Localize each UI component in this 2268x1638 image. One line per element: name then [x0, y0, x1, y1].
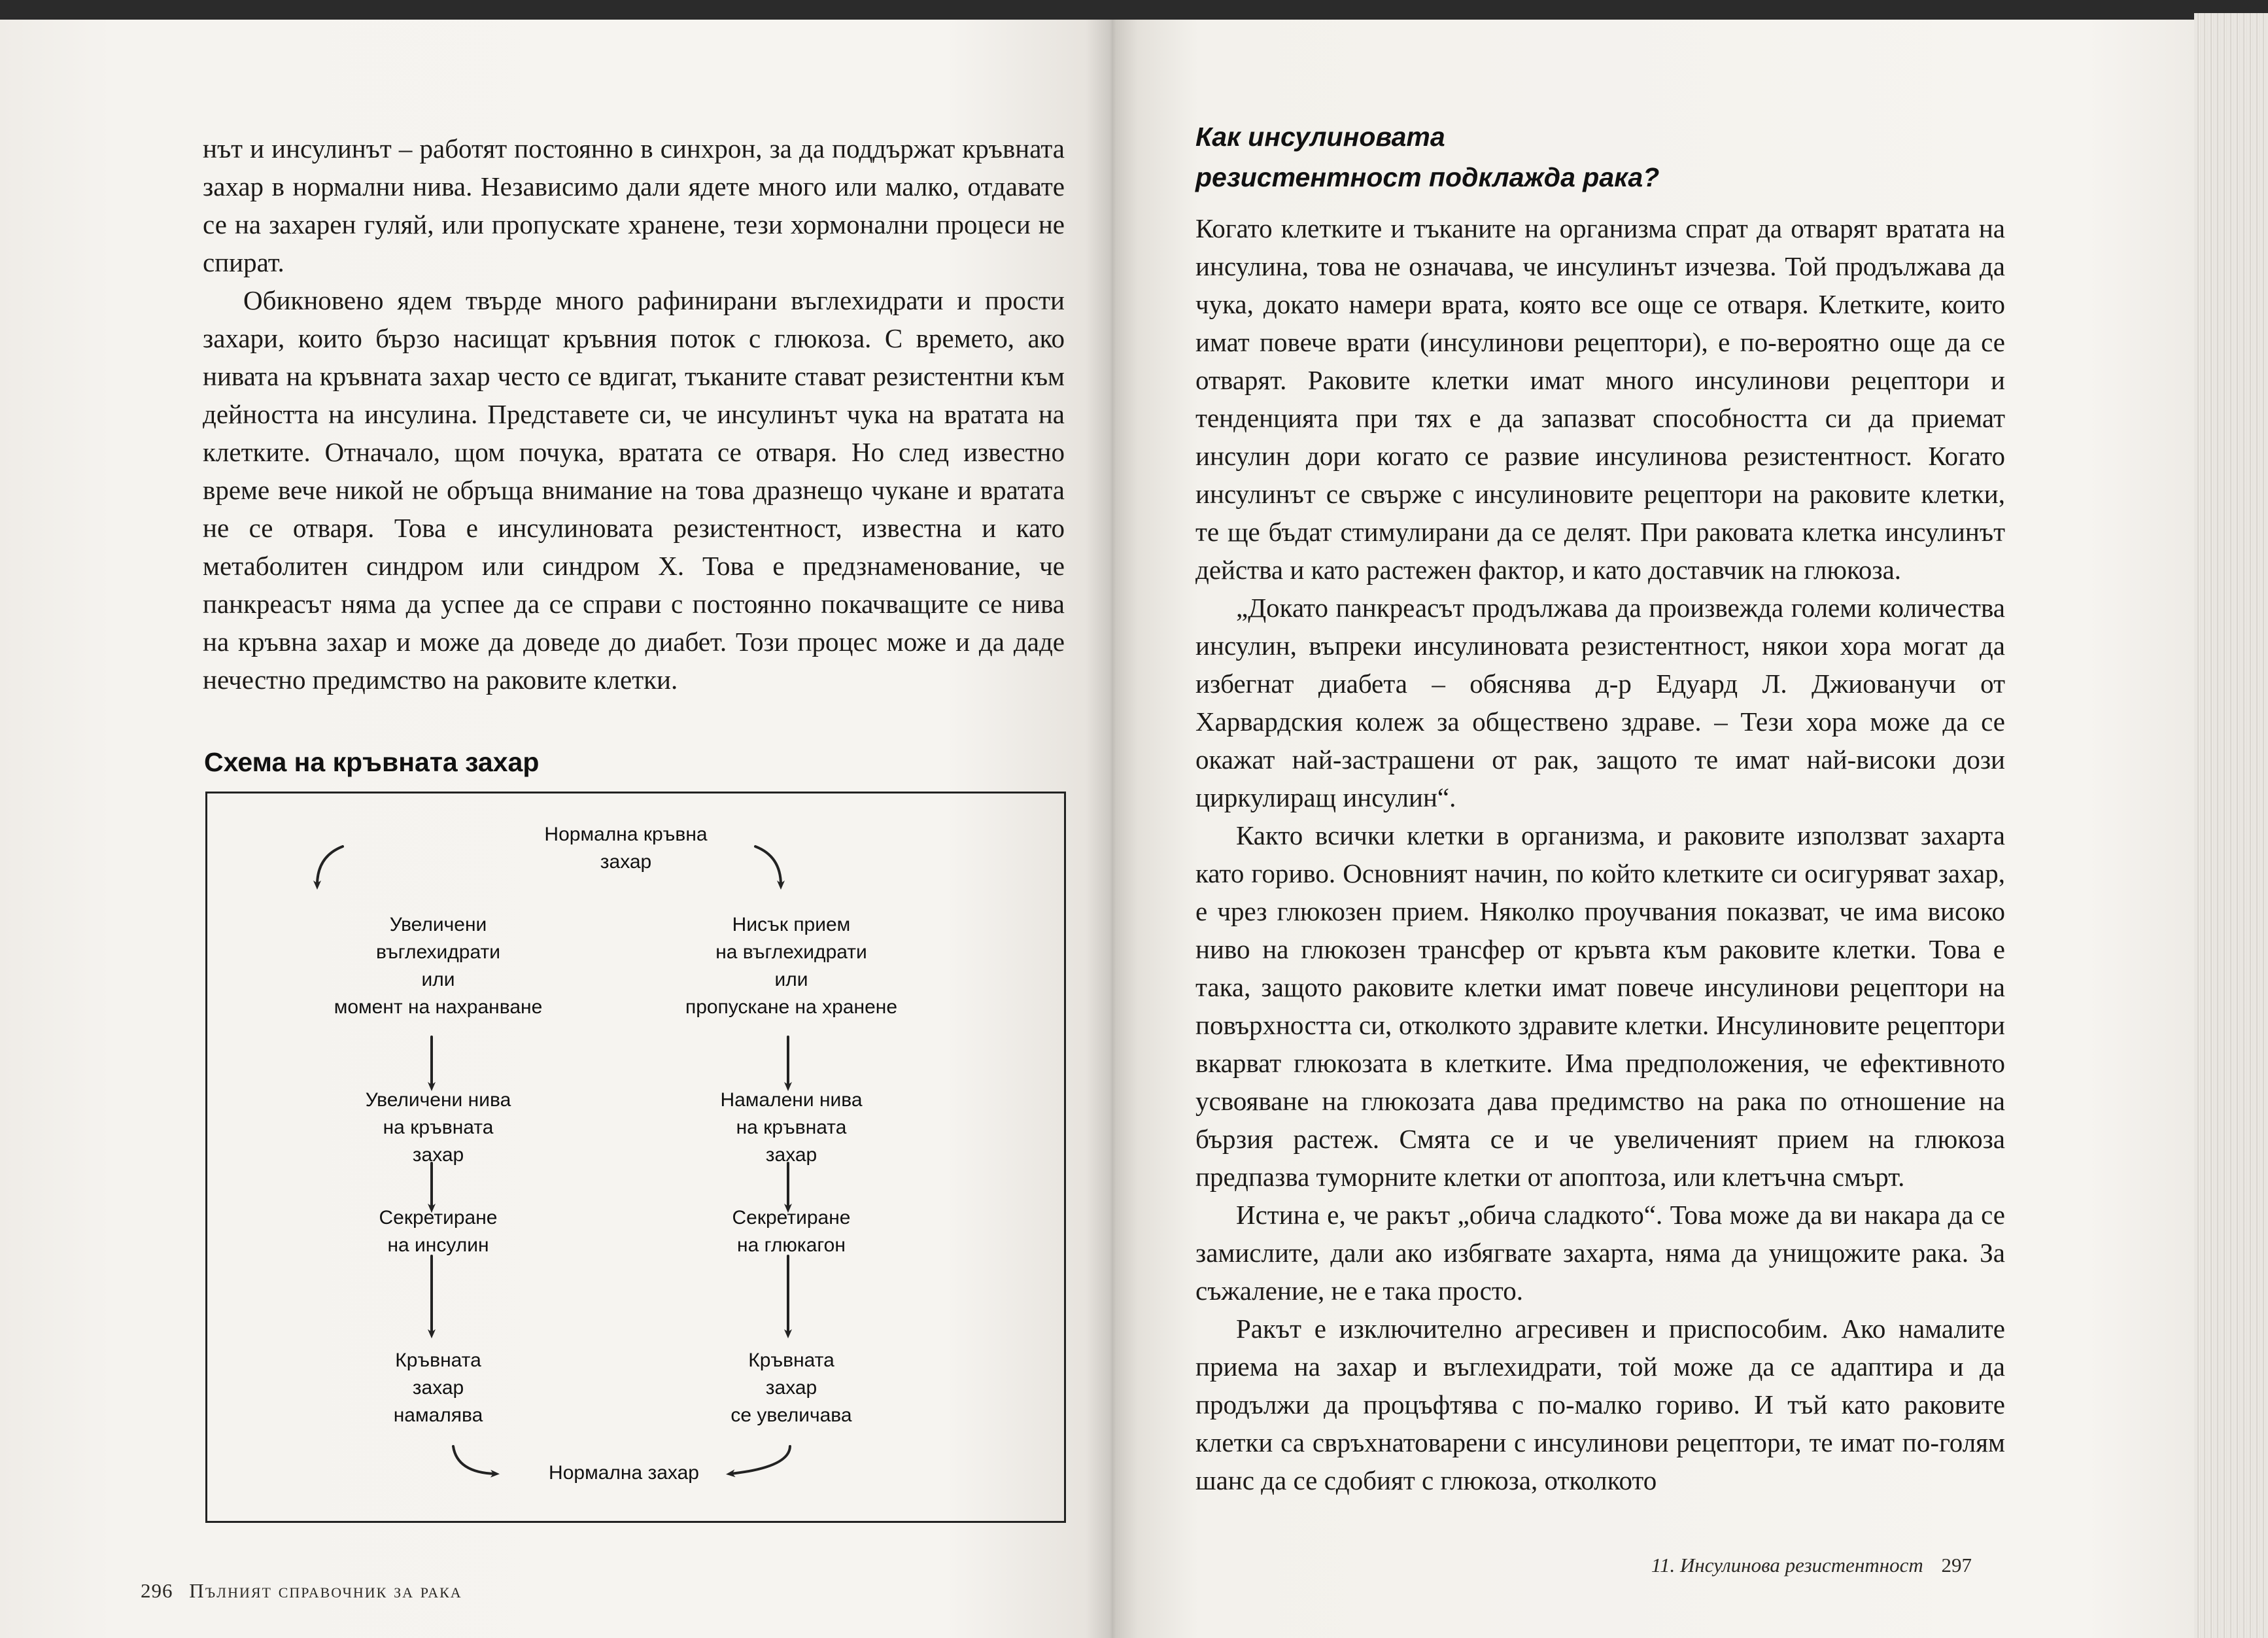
book-gutter-shadow	[1086, 20, 1138, 1638]
paragraph: Ракът е изключително агресивен и приспособим. Ако намалите приема на захар и въглехидрати, той може да се адаптира и да продължи да процъфтява с по-малко гориво. И тъй като раковите клетки са свръхнатоварени с инсулинови рецептори, те имат по-голям шанс да се сдобият с глюкоза, отколкото	[1195, 1314, 2005, 1495]
paragraph: Както всички клетки в организма, и раковите използват захарта като гориво. Основният начин, по който клетките си осигуряват захар, е чрез глюкозен прием. Няколко проучвания показват, че има високо ниво на глюкозен трансфер от кръвта към раковите клетки. Това е така, защото раковите клетки имат повече инсулинови рецептори на повърхността си, отколкото здравите клетки. Инсулиновите рецептори вкарват глюкозата в клетките. Има предположения, че ефективното усвояване на глюкозата дава предимство на рака по отношение на бързия растеж. Смята се и че увеличеният прием на глюкоза предпазва туморните клетки от апоптоза, или клетъчна смърт.	[1195, 820, 2005, 1192]
curve-arrow-top-right	[755, 846, 781, 885]
page-edges	[2194, 13, 2268, 1638]
left-footer	[141, 1579, 462, 1603]
paragraph: нът и инсулинът – работят постоянно в синхрон, за да поддържат кръвната захар в нормални нива. Независимо дали ядете много или малко, отдавате се на захарен гуляй, или пропускате хранене, тези хормонални процеси не спират.	[203, 133, 1065, 277]
diagram-arrows	[207, 793, 1064, 1521]
node-normal-sugar: Нормална захар	[549, 1462, 699, 1484]
section-heading: Схема на кръвната захар	[204, 747, 540, 777]
paragraph: Когато клетките и тъканите на организма спрат да отварят вратата на инсулина, това не означава, че инсулинът изчезва. Той продължава да чука, докато намери врата, която все още се отваря. Клетките, които имат повече врати (инсулинови рецептори), е по-вероятно още да се отварят. Раковите клетки имат много инсулинови рецептори и тенденцията при тях е да запазват способността си да приемат инсулин дори когато се развие инсулинова резистентност. Когато инсулинът се свърже с инсулиновите рецептори на раковите клетки, те ще бъдат стимулирани да се делят. При раковата клетка инсулинът действа и като растежен фактор, и като доставчик на глюкоза.	[1195, 213, 2005, 585]
curve-arrow-bottom-right	[730, 1446, 790, 1474]
node-sugar-increases: Кръвната захар се увеличава	[730, 1350, 852, 1426]
node-increased-sugar-levels: Увеличени нива на кръвната захар	[365, 1089, 511, 1166]
node-increased-carbs: Увеличени въглехидрати или момент на нахранване	[334, 914, 543, 1018]
node-normal-blood-sugar: Нормална кръвна захар	[544, 824, 708, 873]
section-heading: Как инсулиновата резистентност подклажда рака?	[1195, 122, 1660, 192]
running-chapter-title: 11. Инсулинова резистентност	[1651, 1554, 1923, 1577]
curve-arrow-top-left	[317, 846, 343, 885]
paragraph: Обикновено ядем твърде много рафинирани въглехидрати и прости захари, които бързо насищат кръвния поток с глюкоза. С времето, ако нивата на кръвната захар често се вдигат, тъканите стават резистентни към дейността на инсулина. Представете си, че инсулинът чука на вратата на клетките. Отначало, щом почука, вратата се отваря. Но след известно време вече никой не обръща внимание на това дразнещо чукане и вратата не се отваря. Това е инсулиновата резистентност, известна и като метаболитен синдром или синдром Х. Това е предзнаменование, че панкреасът няма да успее да се справи с постоянно покачващите се нива на кръвна захар и може да доведе до диабет. Този процес може и да даде нечестно предимство на раковите клетки.	[203, 285, 1065, 695]
node-insulin-secretion: Секретиране на инсулин	[379, 1207, 498, 1256]
right-footer	[1651, 1554, 1972, 1577]
left-page	[0, 20, 1112, 1638]
node-sugar-decreases: Кръвната захар намалява	[393, 1350, 483, 1426]
page-number: 297	[1941, 1554, 1972, 1577]
left-body-text	[203, 130, 1065, 699]
paragraph: „Докато панкреасът продължава да произвежда големи количества инсулин, въпреки инсулиновата резистентност, някои хора могат да избегнат диабета – обяснява д-р Едуард Л. Джиованучи от Харвардския колеж за обществено здраве. – Тези хора може да се окажат най-застрашени от рак, защото те имат най-високи дози циркулиращ инсулин“.	[1195, 593, 2005, 812]
right-page	[1112, 20, 2194, 1638]
right-body-text	[1195, 209, 2005, 1499]
node-glucagon-secretion: Секретиране на глюкагон	[732, 1207, 851, 1256]
blood-sugar-diagram	[205, 792, 1066, 1523]
running-title: Пълният справочник за рака	[189, 1579, 462, 1602]
paragraph: Истина е, че ракът „обича сладкото“. Това може да ви накара да се замислите, дали ако избягвате захарта, няма да унищожите рака. За съжаление, не е така просто.	[1195, 1200, 2005, 1306]
node-decreased-sugar-levels: Намалени нива на кръвната захар	[720, 1089, 863, 1166]
curve-arrow-bottom-left	[453, 1446, 495, 1474]
node-low-carb-intake: Нисък прием на въглехидрати или пропускане на хранене	[685, 914, 898, 1018]
page-number: 296	[141, 1579, 173, 1602]
